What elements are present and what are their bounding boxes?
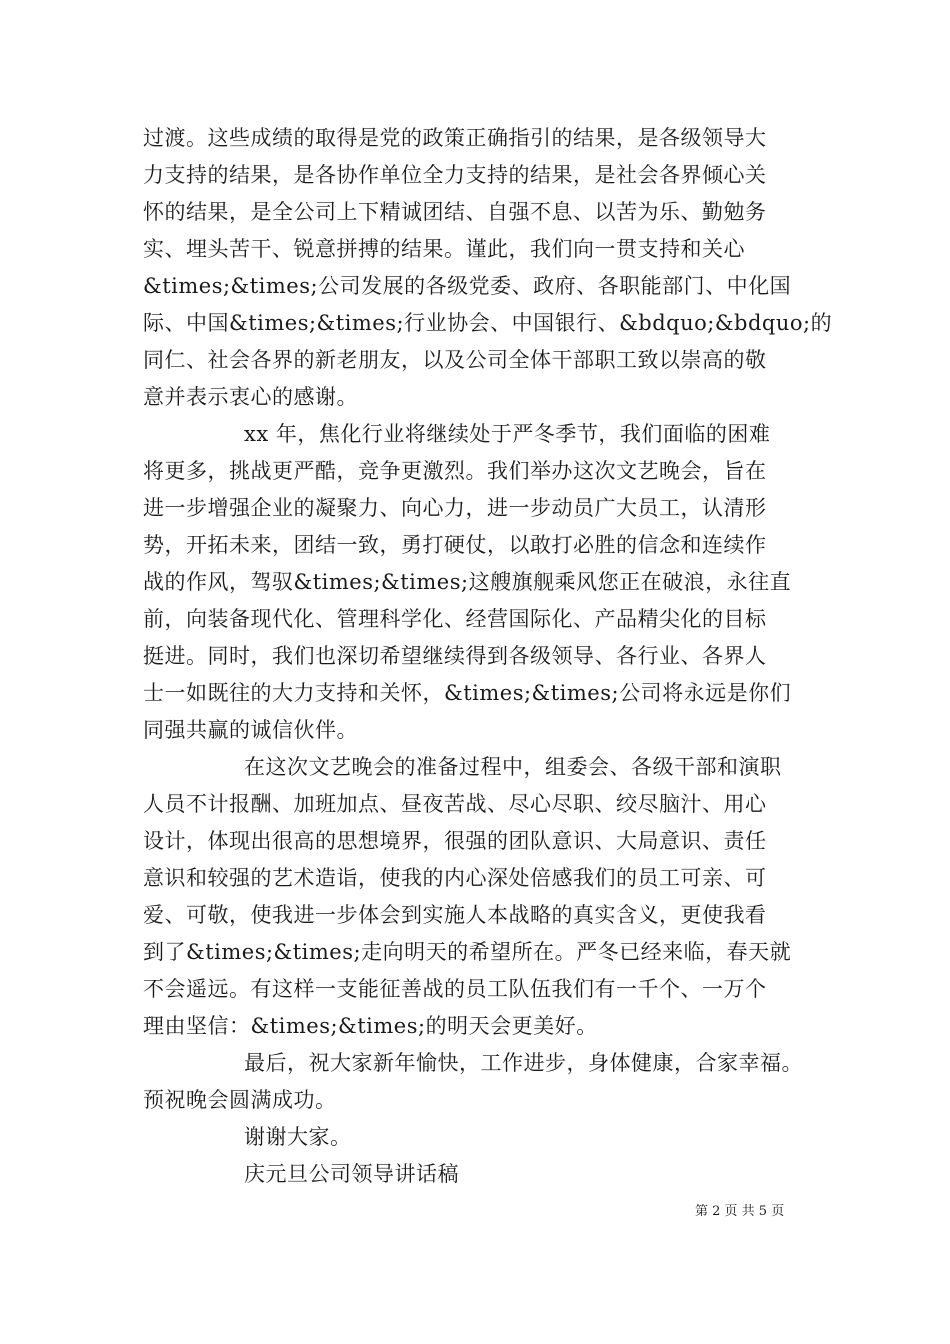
text-line: 挺进。同时，我们也深切希望继续得到各级领导、各行业、各界人 [143, 644, 767, 668]
text-line: 战的作风，驾驭&times;&times;这艘旗舰乘风您正在破浪，永往直 [143, 570, 792, 594]
text-line: 爱、可敬，使我进一步体会到实施人本战略的真实含义，更使我看 [143, 903, 767, 927]
document-title-line: 庆元旦公司领导讲话稿 [244, 1162, 459, 1186]
text-line: 实、埋头苦干、锐意拼搏的结果。谨此，我们向一贯支持和关心 [143, 237, 745, 261]
text-line: 意识和较强的艺术造诣，使我的内心深处倍感我们的员工可亲、可 [143, 866, 767, 890]
text-line: &times;&times;公司发展的各级党委、政府、各职能部门、中化国 [143, 274, 792, 298]
text-line: 将更多，挑战更严酷，竞争更激烈。我们举办这次文艺晚会，旨在 [143, 459, 767, 483]
text-line: 设计，体现出很高的思想境界，很强的团队意识、大局意识、责任 [143, 829, 767, 853]
document-body [143, 120, 833, 1193]
text-line: 力支持的结果，是各协作单位全力支持的结果，是社会各界倾心关 [143, 163, 767, 187]
text-line: 势，开拓未来，团结一致，勇打硬仗，以敢打必胜的信念和连续作 [143, 533, 767, 557]
page-number-footer: 第 2 页 共 5 页 [695, 1204, 785, 1219]
text-line: 到了&times;&times;走向明天的希望所在。严冬已经来临，春天就 [143, 940, 792, 964]
text-line: 进一步增强企业的凝聚力、向心力，进一步动员广大员工，认清形 [143, 496, 767, 520]
text-line: 同仁、社会各界的新老朋友，以及公司全体干部职工致以崇高的敬 [143, 348, 767, 372]
text-line: 理由坚信：&times;&times;的明天会更美好。 [143, 1014, 598, 1038]
text-line: 士一如既往的大力支持和关怀，&times;&times;公司将永远是你们 [143, 681, 792, 705]
text-line: 前，向装备现代化、管理科学化、经营国际化、产品精尖化的目标 [143, 607, 767, 631]
text-line: 意并表示衷心的感谢。 [143, 385, 358, 409]
text-line: 同强共赢的诚信伙伴。 [143, 718, 358, 742]
text-line: 过渡。这些成绩的取得是党的政策正确指引的结果，是各级领导大 [143, 126, 767, 150]
paragraph-start-line: 在这次文艺晚会的准备过程中，组委会、各级干部和演职 [244, 755, 782, 779]
paragraph-start-line: 最后，祝大家新年愉快，工作进步，身体健康，合家幸福。 [244, 1051, 803, 1075]
text-line: 不会遥远。有这样一支能征善战的员工队伍我们有一千个、一万个 [143, 977, 767, 1001]
text-line: 预祝晚会圆满成功。 [143, 1088, 337, 1112]
text-line: 怀的结果，是全公司上下精诚团结、自强不息、以苦为乐、勤勉务 [143, 200, 767, 224]
text-line: 际、中国&times;&times;行业协会、中国银行、&bdquo;&bdquo;的 [143, 311, 833, 335]
closing-line: 谢谢大家。 [244, 1125, 352, 1149]
text-line: 人员不计报酬、加班加点、昼夜苦战、尽心尽职、绞尽脑汁、用心 [143, 792, 767, 816]
paragraph-start-line: xx 年，焦化行业将继续处于严冬季节，我们面临的困难 [244, 422, 771, 446]
